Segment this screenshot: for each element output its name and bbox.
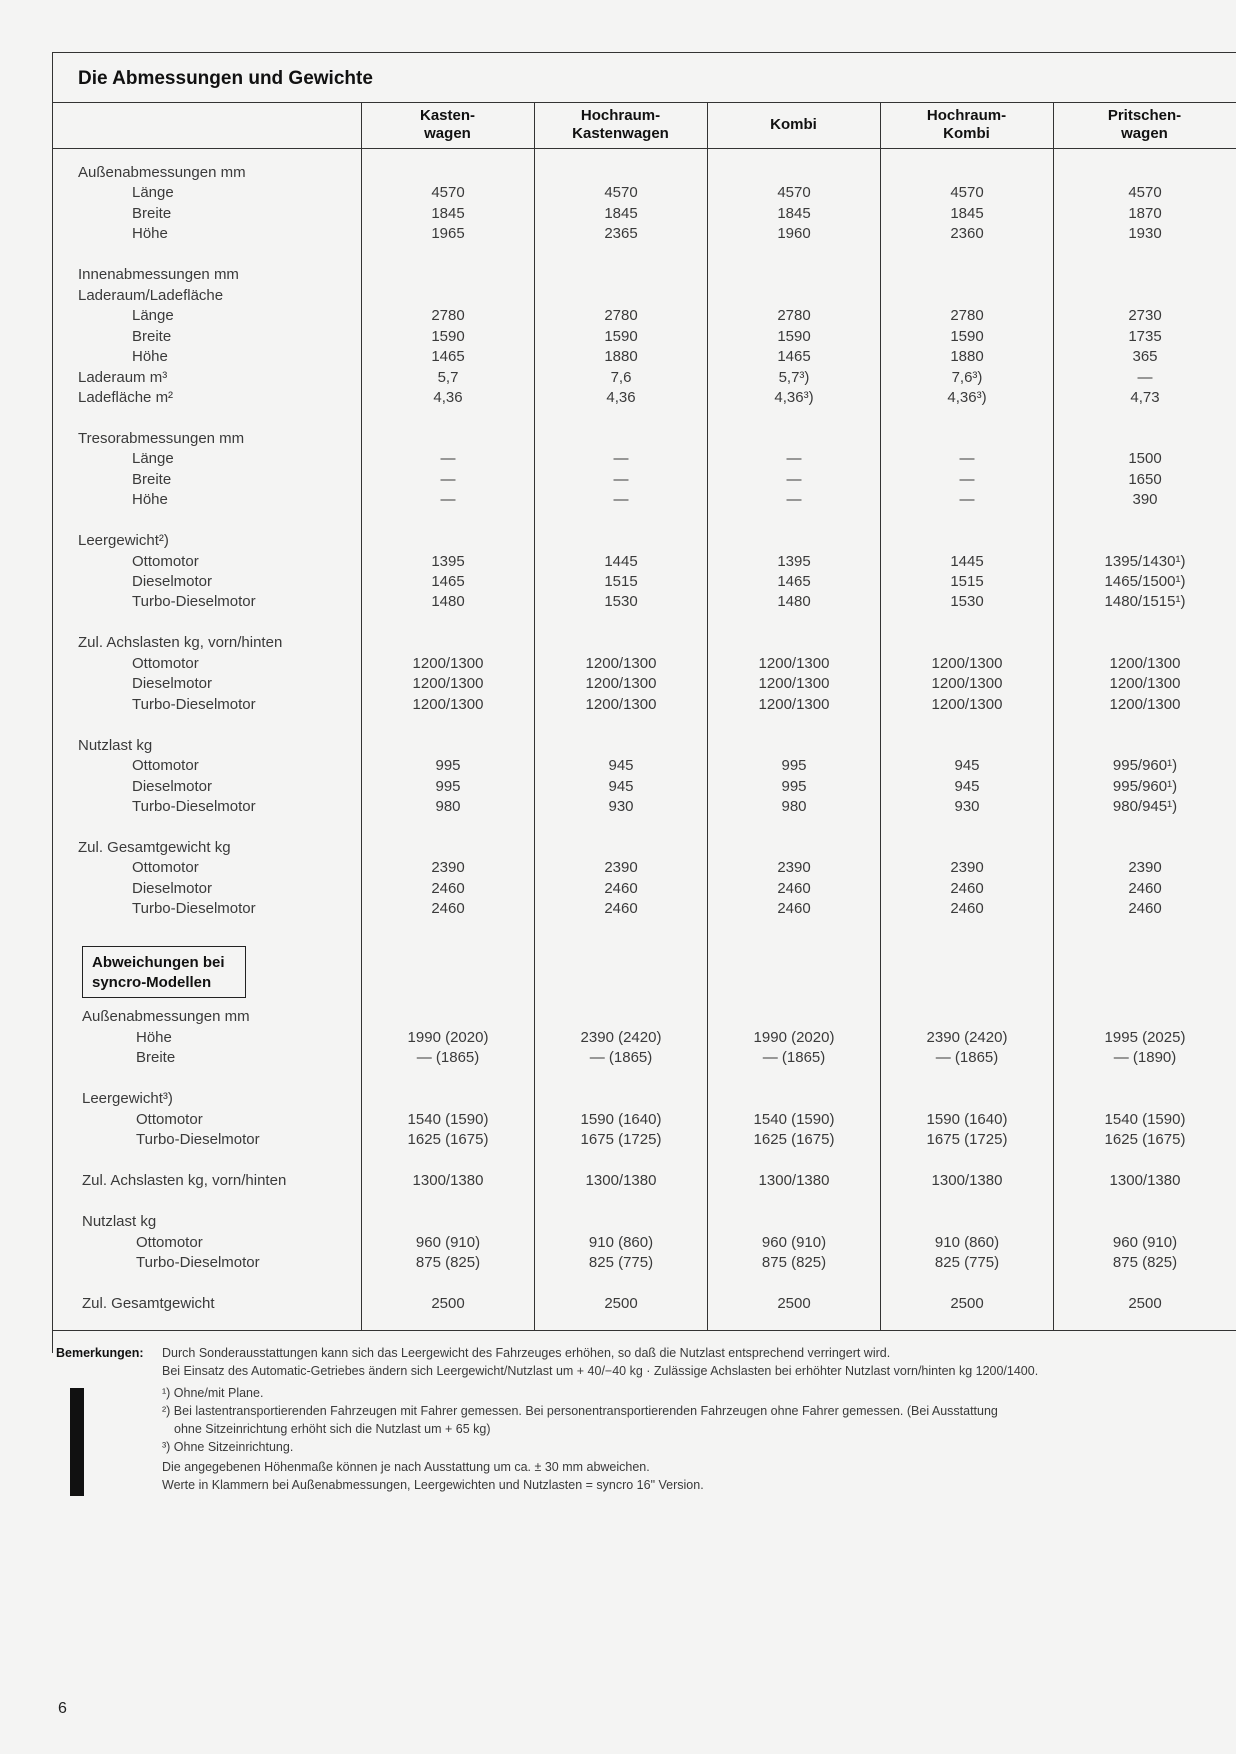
row-label: Zul. Gesamtgewicht kg <box>78 838 231 856</box>
row-label: Länge <box>132 450 174 468</box>
table-cell: 2730 <box>1128 307 1162 325</box>
table-cell: 1845 <box>431 204 465 222</box>
table-cell: 1395 <box>431 552 465 570</box>
table-cell: 4570 <box>604 184 638 202</box>
table-cell: — <box>786 450 802 468</box>
table-cell: 1960 <box>777 225 811 243</box>
table-cell: 7,6 <box>610 368 632 386</box>
table-cell: 1200/1300 <box>758 695 830 713</box>
table-cell: 390 <box>1132 491 1158 509</box>
table-cell: 4570 <box>950 184 984 202</box>
row-label: Turbo-Dieselmotor <box>136 1254 260 1271</box>
table-cell: 1540 (1590) <box>407 1110 489 1128</box>
table-cell: 1590 (1640) <box>926 1110 1008 1128</box>
table-cell: 825 (775) <box>934 1254 1000 1271</box>
table-cell: 1590 <box>777 327 811 345</box>
table-cell: 7,6³) <box>951 368 983 386</box>
table-cell: 2460 <box>950 879 984 897</box>
table-cell: — (1865) <box>589 1049 653 1066</box>
table-cell: 1300/1380 <box>758 1172 830 1189</box>
table-cell: 2780 <box>431 307 465 325</box>
table-cell: — <box>786 491 802 509</box>
row-label: Außenabmessungen mm <box>82 1008 250 1025</box>
table-cell: — <box>440 470 456 488</box>
table-cell: 1300/1380 <box>931 1172 1003 1189</box>
table-cell: 5,7³) <box>778 368 810 386</box>
row-label: Ottomotor <box>136 1110 203 1128</box>
table-cell: 1880 <box>950 348 984 366</box>
table-cell: 1200/1300 <box>758 654 830 672</box>
table-cell: 1540 (1590) <box>1104 1110 1186 1128</box>
table-cell: 945 <box>954 757 980 775</box>
table-cell: 2460 <box>777 900 811 918</box>
footnote-1: ¹) Ohne/mit Plane. <box>162 1386 264 1400</box>
table-cell: 4,73 <box>1130 388 1160 406</box>
table-cell: 1465 <box>777 573 811 590</box>
row-label: Länge <box>132 307 174 325</box>
column-header-line1: Kasten- <box>419 107 475 124</box>
table-cell: 2460 <box>431 879 465 897</box>
table-cell: 2390 <box>950 859 984 877</box>
table-cell: 2460 <box>431 900 465 918</box>
table-cell: 875 (825) <box>1112 1254 1178 1271</box>
table-cell: — <box>613 491 629 509</box>
row-label: Nutzlast kg <box>82 1213 157 1230</box>
table-cell: — (1865) <box>935 1049 999 1066</box>
table-cell: — <box>613 470 629 488</box>
table-cell: 5,7 <box>437 368 459 386</box>
row-label: Tresorabmessungen mm <box>78 429 245 447</box>
row-label: Ottomotor <box>136 1233 203 1251</box>
row-label: Dieselmotor <box>132 879 213 897</box>
margin-marker-bar <box>70 1388 84 1496</box>
row-label: Nutzlast kg <box>78 736 153 754</box>
table-cell: 1650 <box>1128 470 1162 488</box>
table-cell: 1465/1500¹) <box>1104 573 1186 590</box>
table-cell: 1200/1300 <box>1109 654 1181 672</box>
table-cell: 4,36 <box>606 388 636 406</box>
table-cell: 1870 <box>1128 204 1162 222</box>
table-cell: 2460 <box>777 879 811 897</box>
table-cell: 1995 (2025) <box>1104 1028 1186 1046</box>
remarks-line: Die angegebenen Höhenmaße können je nach Ausstattung um ca. ± 30 mm abweichen. <box>162 1460 650 1474</box>
column-header-line1: Kombi <box>770 116 817 133</box>
table-cell: 875 (825) <box>415 1254 481 1271</box>
table-cell: 995 <box>781 757 807 775</box>
column-divider <box>707 102 708 1330</box>
table-cell: 4,36 <box>433 388 463 406</box>
table-cell: 1675 (1725) <box>926 1131 1008 1148</box>
table-cell: 945 <box>954 777 980 795</box>
column-divider <box>1053 102 1054 1330</box>
footnote-3: ³) Ohne Sitzeinrichtung. <box>162 1440 294 1454</box>
remarks-line: Durch Sonderausstattungen kann sich das Leergewicht des Fahrzeuges erhöhen, so daß die Nutzlast entsprechend verringert wird. <box>162 1346 891 1360</box>
column-header-line1: Hochraum- <box>926 107 1007 124</box>
table-cell: — <box>959 491 975 509</box>
table-cell: 1480 <box>431 593 465 611</box>
table-cell: 1930 <box>1128 225 1162 243</box>
table-cell: 1200/1300 <box>412 654 484 672</box>
table-cell: — <box>786 470 802 488</box>
table-cell: 2780 <box>950 307 984 325</box>
table-cell: 1965 <box>431 225 465 243</box>
table-cell: 2390 <box>431 859 465 877</box>
table-cell: 1625 (1675) <box>753 1131 835 1148</box>
table-cell: 980 <box>781 797 807 815</box>
table-cell: 2360 <box>950 225 984 243</box>
row-label: Länge <box>132 184 174 202</box>
row-label: Turbo-Dieselmotor <box>132 797 256 815</box>
table-cell: 960 (910) <box>415 1233 481 1251</box>
column-header-line2: wagen <box>424 125 471 142</box>
table-cell: 1200/1300 <box>412 695 484 713</box>
table-cell: 825 (775) <box>588 1254 654 1271</box>
table-cell: 1515 <box>604 573 638 590</box>
row-label: Turbo-Dieselmotor <box>132 900 256 918</box>
table-cell: 1200/1300 <box>585 654 657 672</box>
column-header <box>534 104 707 146</box>
column-header-line2: wagen <box>1121 125 1168 142</box>
table-cell: 1530 <box>950 593 984 611</box>
table-cell: 1845 <box>777 204 811 222</box>
row-label: Turbo-Dieselmotor <box>132 593 256 611</box>
syncro-section-box <box>82 946 246 998</box>
table-cell: 1200/1300 <box>931 695 1003 713</box>
table-cell: 1200/1300 <box>758 675 830 693</box>
table-cell: 1515 <box>950 573 984 590</box>
table-cell: 2390 <box>1128 859 1162 877</box>
table-cell: 980 <box>435 797 461 815</box>
row-label: Breite <box>132 470 172 488</box>
table-cell: 2500 <box>604 1295 638 1312</box>
table-cell: 2500 <box>1128 1295 1162 1312</box>
column-header <box>880 104 1053 146</box>
row-label: Höhe <box>132 225 168 243</box>
table-cell: 1200/1300 <box>931 675 1003 693</box>
column-divider <box>534 102 535 1330</box>
column-header <box>707 104 880 146</box>
table-cell: 2500 <box>431 1295 465 1312</box>
table-cell: 2390 (2420) <box>580 1028 662 1046</box>
table-cell: 1480/1515¹) <box>1104 593 1186 611</box>
table-cell: 1200/1300 <box>1109 695 1181 713</box>
row-label: Außenabmessungen mm <box>78 164 246 181</box>
column-header-line1: Pritschen- <box>1107 107 1182 124</box>
table-cell: 1465 <box>431 573 465 590</box>
row-label: Dieselmotor <box>132 675 213 693</box>
syncro-box-line1: Abweichungen bei <box>92 954 225 971</box>
row-label: Ottomotor <box>132 654 199 672</box>
table-cell: 1735 <box>1128 327 1162 345</box>
table-cell: 995 <box>781 777 807 795</box>
table-cell: 1465 <box>431 348 465 366</box>
table-cell: — <box>959 450 975 468</box>
table-cell: 4570 <box>777 184 811 202</box>
table-cell: 2500 <box>777 1295 811 1312</box>
row-label: Breite <box>132 327 172 345</box>
table-cell: 2460 <box>1128 879 1162 897</box>
table-cell: 2390 <box>604 859 638 877</box>
column-header-line1: Hochraum- <box>580 107 661 124</box>
table-cell: 1395/1430¹) <box>1104 552 1186 570</box>
table-cell: 995/960¹) <box>1112 757 1178 775</box>
table-cell: 910 (860) <box>588 1233 654 1251</box>
column-header-line2: Kastenwagen <box>572 125 669 142</box>
table-cell: 1445 <box>604 552 638 570</box>
row-label: Dieselmotor <box>132 777 213 795</box>
remarks-line: Werte in Klammern bei Außenabmessungen, Leergewichten und Nutzlasten = syncro 16" Version. <box>162 1478 704 1492</box>
table-cell: — <box>440 491 456 509</box>
table-cell: 930 <box>608 797 634 815</box>
column-divider <box>361 102 362 1330</box>
row-label: Zul. Achslasten kg, vorn/hinten <box>82 1172 287 1189</box>
row-label: Leergewicht³) <box>82 1090 173 1107</box>
table-cell: 945 <box>608 757 634 775</box>
table-cell: 1590 <box>604 327 638 345</box>
table-cell: 995/960¹) <box>1112 777 1178 795</box>
row-label: Laderaum/Ladefläche <box>78 286 224 304</box>
table-cell: 2460 <box>950 900 984 918</box>
table-cell: 4570 <box>431 184 465 202</box>
row-label: Höhe <box>132 491 168 509</box>
row-label: Dieselmotor <box>132 573 213 590</box>
table-cell: 1300/1380 <box>1109 1172 1181 1189</box>
table-cell: 1675 (1725) <box>580 1131 662 1148</box>
column-header <box>361 104 534 146</box>
table-cell: 1300/1380 <box>585 1172 657 1189</box>
table-cell: 1625 (1675) <box>1104 1131 1186 1148</box>
table-cell: — (1865) <box>762 1049 826 1066</box>
table-cell: 2460 <box>1128 900 1162 918</box>
table-cell: 1530 <box>604 593 638 611</box>
table-cell: 1200/1300 <box>412 675 484 693</box>
table-cell: 930 <box>954 797 980 815</box>
table-cell: 1200/1300 <box>931 654 1003 672</box>
table-cell: 1625 (1675) <box>407 1131 489 1148</box>
row-label: Turbo-Dieselmotor <box>132 695 256 713</box>
footnote-2-cont: ohne Sitzeinrichtung erhöht sich die Nutzlast um + 65 kg) <box>174 1422 491 1436</box>
table-cell: 910 (860) <box>934 1233 1000 1251</box>
table-cell: 1590 (1640) <box>580 1110 662 1128</box>
syncro-box-line2: syncro-Modellen <box>92 974 212 991</box>
table-cell: 945 <box>608 777 634 795</box>
table-cell: 1395 <box>777 552 811 570</box>
table-cell: — <box>1137 368 1153 386</box>
header-divider <box>52 148 1236 149</box>
row-label: Zul. Achslasten kg, vorn/hinten <box>78 634 283 652</box>
column-header <box>1053 104 1236 146</box>
footnote-2: ²) Bei lastentransportierenden Fahrzeugen mit Fahrer gemessen. Bei personentransportierenden Fahrzeugen ohne Fahrer gemessen. (Bei Ausstattung <box>162 1404 998 1418</box>
table-cell: 1880 <box>604 348 638 366</box>
table-cell: 980/945¹) <box>1112 797 1178 815</box>
table-cell: 4570 <box>1128 184 1162 202</box>
table-cell: 4,36³) <box>947 388 987 406</box>
table-cell: 995 <box>435 757 461 775</box>
row-label: Ottomotor <box>132 757 199 775</box>
table-cell: 1200/1300 <box>1109 675 1181 693</box>
column-divider <box>880 102 881 1330</box>
table-cell: 2365 <box>604 225 638 243</box>
table-cell: 1540 (1590) <box>753 1110 835 1128</box>
table-cell: 2390 <box>777 859 811 877</box>
table-cell: 1590 <box>950 327 984 345</box>
table-cell: 365 <box>1132 348 1158 366</box>
table-cell: 2780 <box>777 307 811 325</box>
table-cell: 1500 <box>1128 450 1162 468</box>
row-label: Innenabmessungen mm <box>78 266 239 284</box>
table-cell: 1300/1380 <box>412 1172 484 1189</box>
table-cell: 960 (910) <box>1112 1233 1178 1251</box>
row-label: Leergewicht²) <box>78 532 169 550</box>
remarks-heading: Bemerkungen: <box>56 1346 144 1360</box>
row-label: Ottomotor <box>132 552 199 570</box>
table-cell: 2390 (2420) <box>926 1028 1008 1046</box>
table-cell: — (1865) <box>416 1049 480 1066</box>
table-cell: 2460 <box>604 879 638 897</box>
table-cell: 2500 <box>950 1295 984 1312</box>
table-cell: 1465 <box>777 348 811 366</box>
table-bottom-line <box>52 1330 1236 1331</box>
table-cell: 875 (825) <box>761 1254 827 1271</box>
page-number: 6 <box>58 1700 67 1717</box>
table-cell: 1445 <box>950 552 984 570</box>
table-cell: 960 (910) <box>761 1233 827 1251</box>
table-cell: 1990 (2020) <box>407 1028 489 1046</box>
table-cell: 2780 <box>604 307 638 325</box>
table-cell: 1845 <box>950 204 984 222</box>
table-cell: 4,36³) <box>774 388 814 406</box>
table-cell: 1590 <box>431 327 465 345</box>
row-label: Laderaum m³ <box>78 368 168 386</box>
row-label: Höhe <box>132 348 168 366</box>
table-cell: — <box>613 450 629 468</box>
table-cell: — (1890) <box>1113 1049 1177 1066</box>
remarks-line: Bei Einsatz des Automatic-Getriebes ändern sich Leergewicht/Nutzlast um + 40/−40 kg · Zulässige Achslasten bei erhöhter Nutzlast vorn/hinten kg 1200/1400. <box>162 1364 1039 1378</box>
table-cell: — <box>959 470 975 488</box>
table-cell: 2460 <box>604 900 638 918</box>
page-title: Die Abmessungen und Gewichte <box>78 68 373 89</box>
row-label: Breite <box>136 1049 176 1066</box>
table-cell: 1990 (2020) <box>753 1028 835 1046</box>
table-cell: 1200/1300 <box>585 675 657 693</box>
row-label: Zul. Gesamtgewicht <box>82 1295 215 1312</box>
row-label: Höhe <box>136 1028 172 1046</box>
table-cell: 995 <box>435 777 461 795</box>
table-cell: 1200/1300 <box>585 695 657 713</box>
row-label: Turbo-Dieselmotor <box>136 1131 260 1148</box>
table-cell: 1480 <box>777 593 811 611</box>
row-label: Ladefläche m² <box>78 388 174 406</box>
row-label: Ottomotor <box>132 859 199 877</box>
table-cell: — <box>440 450 456 468</box>
table-cell: 1845 <box>604 204 638 222</box>
column-header-line2: Kombi <box>943 125 990 142</box>
row-label: Breite <box>132 204 172 222</box>
